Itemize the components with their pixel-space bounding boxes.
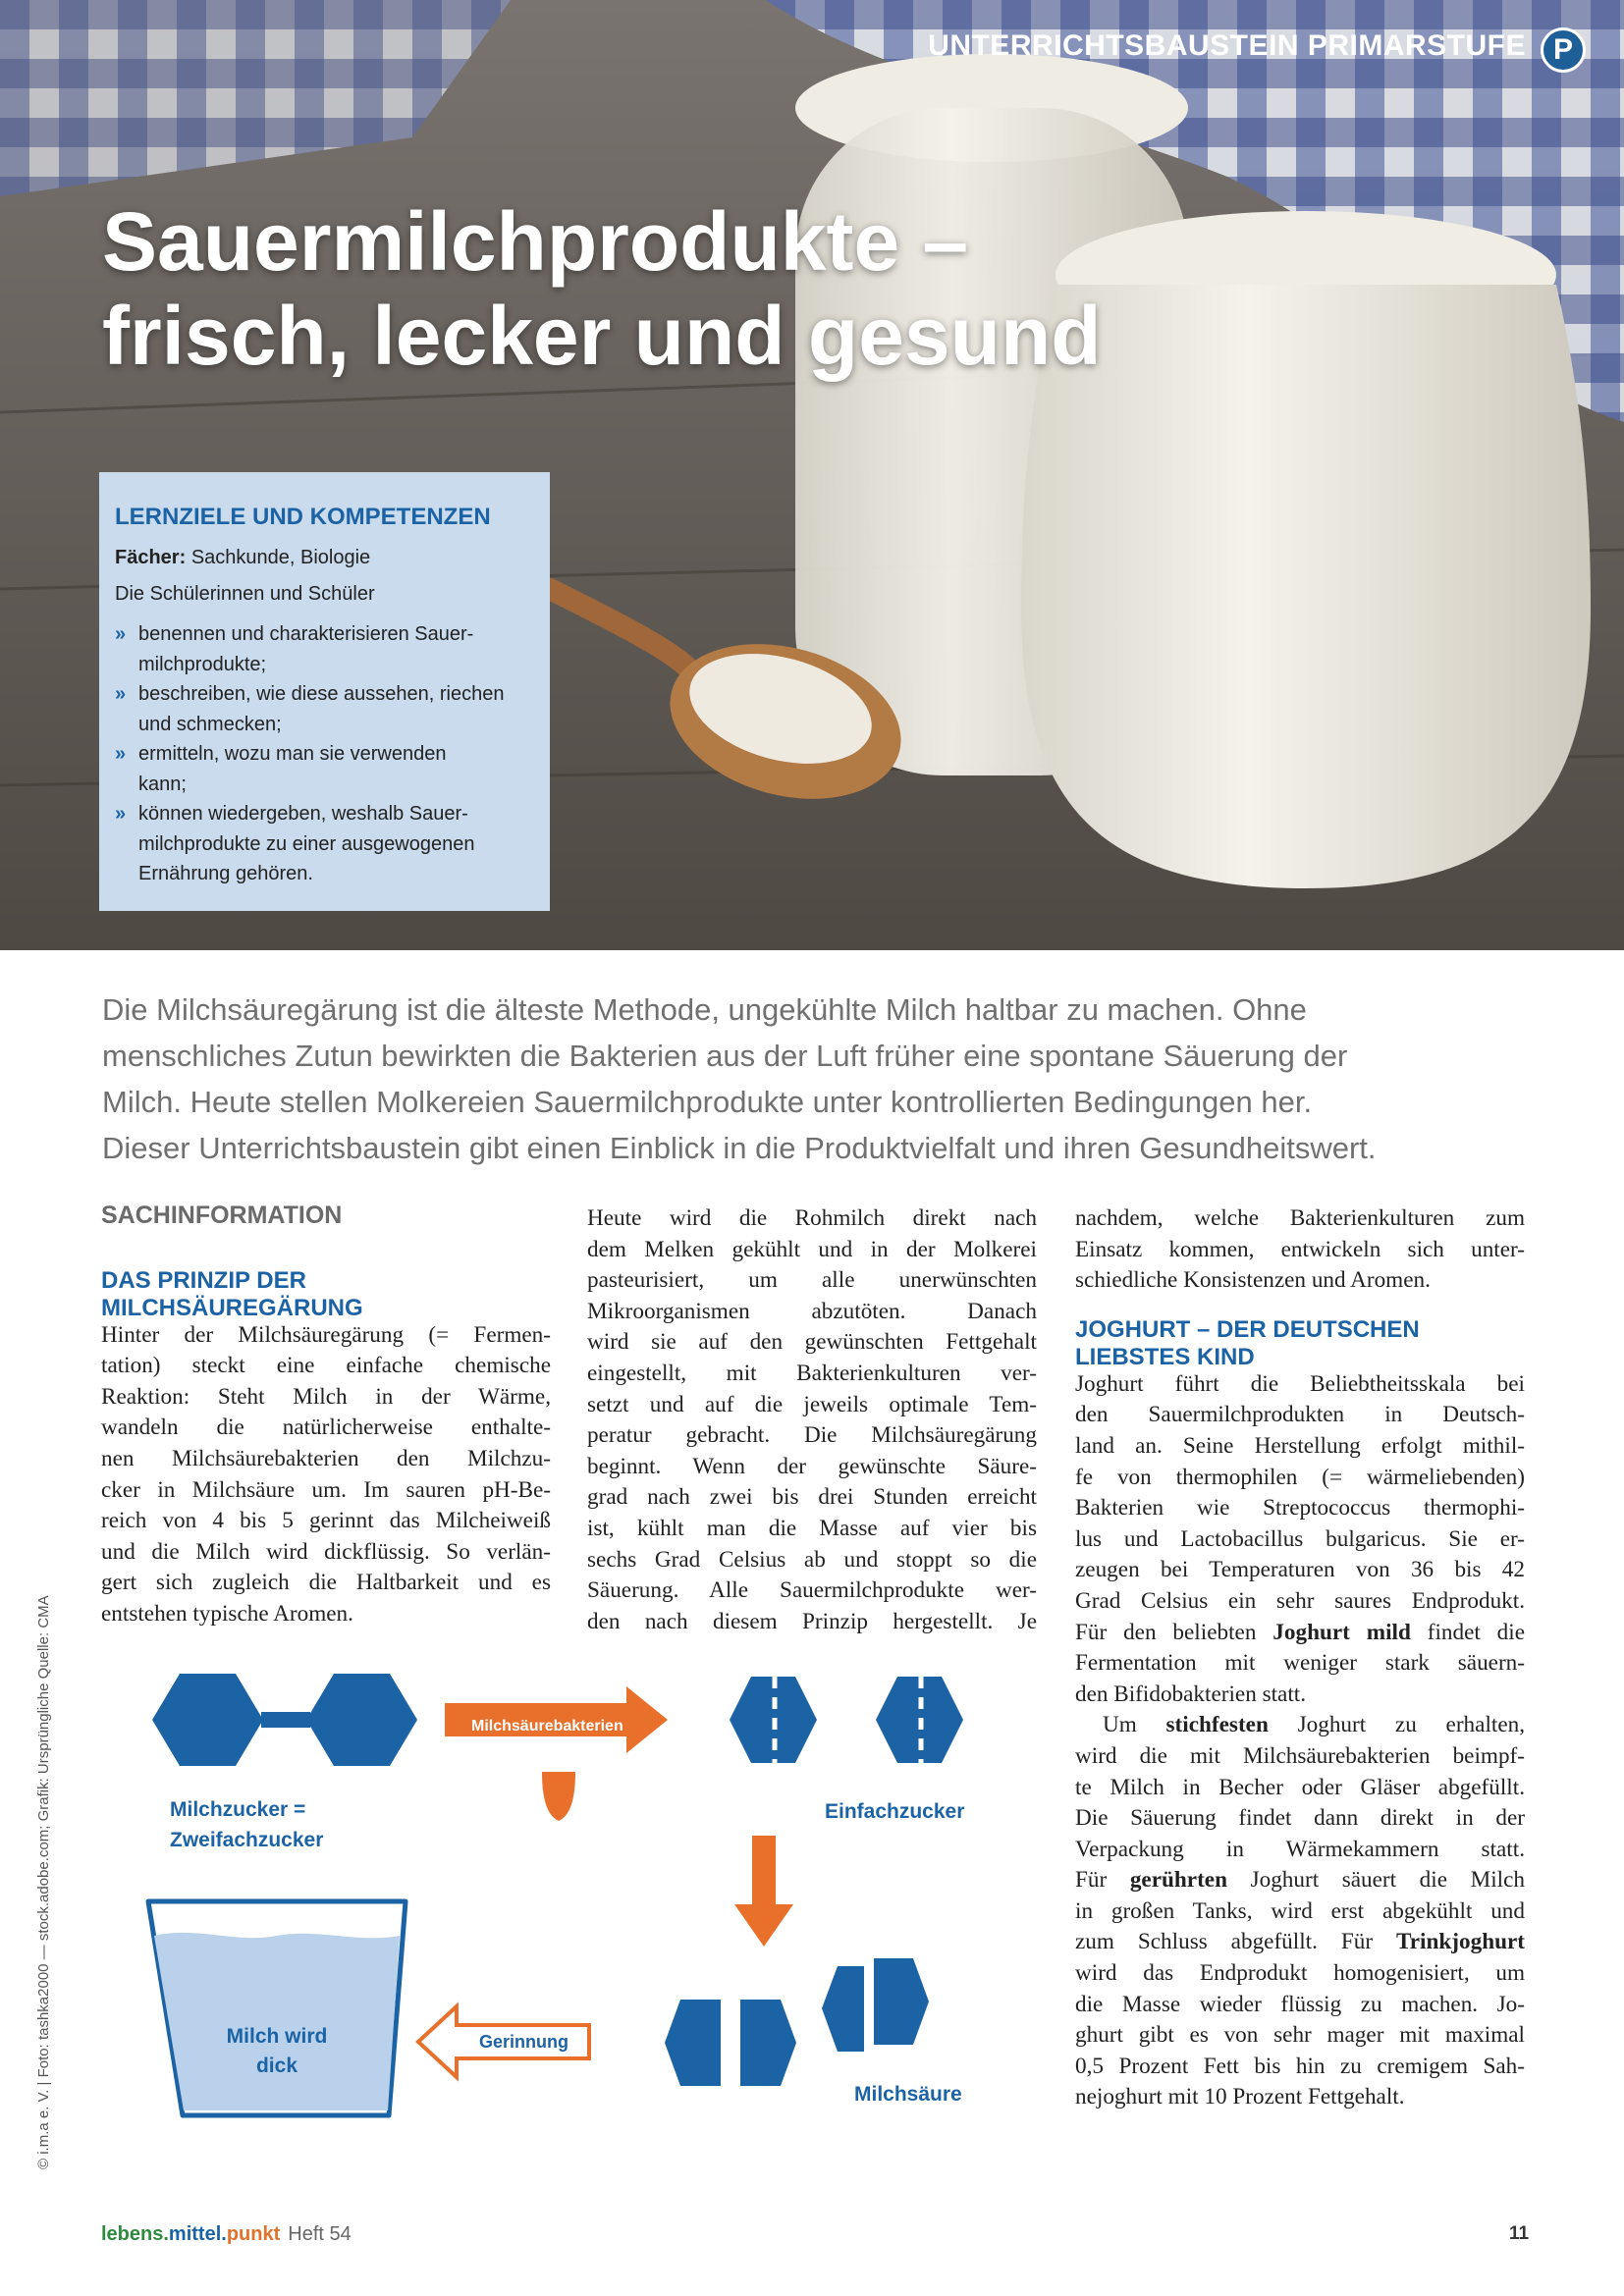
objectives-box: [99, 472, 550, 911]
body-line: [1075, 1927, 1525, 1958]
body-line: eingestellt, mit Bakterienkulturen ver-: [587, 1360, 1037, 1386]
bold-term: gerührten: [1129, 1867, 1227, 1894]
body-line: die Masse wieder flüssig zu machen. Jo-: [1075, 1991, 1525, 2017]
body-line: te Milch in Becher oder Gläser abgefüllt.: [1075, 1774, 1525, 1800]
issue-number: Heft 54: [288, 2223, 352, 2245]
header-label: UNTERRICHTSBAUSTEIN PRIMARSTUFE: [928, 29, 1526, 62]
milch-dick-label: [198, 2022, 355, 2081]
body-line: wird die mit Milchsäurebakterien beimpf-: [1075, 1742, 1525, 1769]
body-line: Mikroorganismen abzutöten. Danach: [587, 1298, 1037, 1324]
subjects-value: Sachkunde, Biologie: [190, 547, 371, 568]
body-line: in großen Tanks, wird erst abgekühlt und: [1075, 1897, 1525, 1924]
body-line: [1075, 1618, 1525, 1649]
objectives-heading: LERNZIELE UND KOMPETENZEN: [115, 504, 491, 530]
body-line: schiedliche Konsistenzen und Aromen.: [1075, 1267, 1431, 1294]
body-line: setzt und auf die jeweils optimale Tem-: [587, 1391, 1037, 1417]
logo-part-3: punkt: [226, 2223, 281, 2245]
column-3: [1075, 1203, 1525, 2113]
page-title: [102, 194, 1102, 383]
body-line: fe von thermophilen (= wärmeliebenden): [1075, 1464, 1525, 1490]
body-line: Säuerung. Alle Sauermilchprodukte wer-: [587, 1577, 1037, 1604]
body-line: wandeln die natürlicherweise enthalte-: [101, 1415, 551, 1441]
objective-line: milchprodukte;: [138, 653, 267, 675]
intro-line: Milch. Heute stellen Molkereien Sauermilchprodukte unter kontrollierten Bedingungen her.: [102, 1085, 1313, 1119]
body-line: pasteurisiert, um alle unerwünschten: [587, 1267, 1037, 1294]
bacteria-drop-icon: [542, 1772, 575, 1821]
objectives-intro: Die Schülerinnen und Schüler: [115, 583, 375, 605]
body-line: [1075, 1865, 1525, 1896]
publication-logo: [101, 2223, 280, 2245]
level-badge: P: [1541, 27, 1586, 73]
objective-line: Ernährung gehören.: [138, 863, 313, 884]
lactic-acid-right-half: [740, 2000, 796, 2086]
body-line: Reaktion: Steht Milch in der Wärme,: [101, 1383, 551, 1410]
body-line: wird das Endprodukt homogenisiert, um: [1075, 1960, 1525, 1987]
milchzucker-label-line: Milchzucker =: [170, 1798, 306, 1821]
body-line: ghurt gibt es von sehr mager mit maximal: [1075, 2022, 1525, 2049]
milchzucker-label-line: Zweifachzucker: [170, 1829, 324, 1851]
intro-paragraph: [102, 987, 1536, 1171]
body-line: Hinter der Milchsäuregärung (= Fermen-: [101, 1321, 551, 1348]
objective-item: [115, 739, 534, 799]
bacteria-label: Milchsäurebakterien: [471, 1718, 623, 1735]
body-line: land an. Seine Herstellung erfolgt mithil-: [1075, 1432, 1525, 1459]
einfachzucker-label: Einfachzucker: [825, 1800, 965, 1823]
body-text: Um: [1103, 1712, 1137, 1738]
body-line: entstehen typische Aromen.: [101, 1600, 353, 1627]
title-line-1: Sauermilchprodukte –: [102, 195, 969, 288]
disaccharide-right-hexagon: [306, 1674, 417, 1766]
column-1: [101, 1201, 551, 1630]
body-text: zum Schluss abgefüllt. Für: [1075, 1929, 1374, 1955]
objective-item: [115, 679, 534, 739]
subheading-line: MILCHSÄUREGÄRUNG: [101, 1294, 363, 1321]
objective-item: [115, 799, 534, 889]
objective-line: kann;: [138, 773, 187, 795]
milch-dick-label-line: Milch wird: [226, 2025, 328, 2048]
body-line: lus und Lactobacillus bulgaricus. Sie er-: [1075, 1525, 1525, 1552]
fermentation-diagram: [137, 1649, 1041, 2160]
body-line: tation) steckt eine einfache chemische: [101, 1353, 551, 1379]
image-credit: © i.m.a e. V. | Foto: tashka2000 — stock.adobe.com; Grafik: Ursprüngliche Quelle: CMA: [35, 1595, 52, 2169]
objective-line: milchprodukte zu einer ausgewogenen: [138, 832, 475, 855]
footer: [101, 2223, 352, 2246]
body-line: nen Milchsäurebakterien den Milchzu-: [101, 1445, 551, 1471]
body-text: Für den beliebten: [1075, 1619, 1257, 1645]
body-line: beginnt. Wenn der gewünschte Säure-: [587, 1453, 1037, 1479]
disaccharide-bond: [261, 1712, 310, 1728]
body-line: ist, kühlt man die Masse auf vier bis: [587, 1515, 1037, 1541]
body-line: wird sie auf den gewünschten Fettgehalt: [587, 1329, 1037, 1356]
lactic-acid-upper-right-half: [874, 1958, 929, 2045]
lactic-acid-left-half: [665, 2000, 721, 2086]
body-line: Grad Celsius ein sehr saures Endprodukt.: [1075, 1587, 1525, 1614]
objective-line: beschreiben, wie diese aussehen, riechen: [138, 683, 505, 705]
body-text: Joghurt zu erhalten,: [1297, 1712, 1525, 1738]
subheading-line: LIEBSTES KIND: [1075, 1343, 1255, 1370]
body-line: dem Melken gekühlt und in der Molkerei: [587, 1236, 1037, 1262]
body-line: Bakterien wie Streptococcus thermophi-: [1075, 1495, 1525, 1522]
body-line: Die Säuerung findet dann direkt in der: [1075, 1805, 1525, 1832]
subheading-line: JOGHURT – DER DEUTSCHEN: [1075, 1315, 1420, 1343]
intro-line: menschliches Zutun bewirkten die Bakterien aus der Luft früher eine spontane Säuerung der: [102, 1039, 1348, 1073]
body-line: zeugen bei Temperaturen von 36 bis 42: [1075, 1557, 1525, 1583]
logo-part-2: mittel.: [168, 2223, 227, 2245]
body-line: gert sich zugleich die Haltbarkeit und es: [101, 1570, 551, 1596]
intro-line: Die Milchsäuregärung ist die älteste Methode, ungekühlte Milch haltbar zu machen. Ohne: [102, 992, 1307, 1027]
body-line: grad nach zwei bis drei Stunden erreicht: [587, 1484, 1037, 1511]
down-arrow-icon: [734, 1836, 793, 1947]
title-line-2: frisch, lecker und gesund: [102, 290, 1102, 382]
body-line: cker in Milchsäure um. Im sauren pH-Be-: [101, 1476, 551, 1503]
body-line: Fermentation mit weniger stark säuern-: [1075, 1650, 1525, 1677]
section-heading: SACHINFORMATION: [101, 1201, 343, 1229]
body-text: Joghurt säuert die Milch: [1250, 1867, 1525, 1894]
objective-line: und schmecken;: [138, 713, 282, 735]
milchsaeure-label: Milchsäure: [854, 2083, 962, 2106]
logo-part-1: lebens.: [101, 2223, 169, 2245]
bold-term: stichfesten: [1165, 1712, 1269, 1738]
objective-line: benennen und charakterisieren Sauer-: [138, 623, 474, 645]
page-number: 11: [1509, 2223, 1530, 2244]
milchzucker-label: [170, 1794, 323, 1855]
body-text: Für: [1075, 1867, 1108, 1894]
hero-photo-area: [0, 0, 1624, 950]
bold-term: Joghurt mild: [1272, 1619, 1411, 1645]
milch-dick-label-line: dick: [255, 2055, 298, 2077]
body-line: [1075, 1710, 1525, 1741]
column-2: [587, 1203, 1037, 1637]
objective-item: [115, 619, 534, 679]
intro-line: Dieser Unterrichtsbaustein gibt einen Einblick in die Produktvielfalt und ihren Gesundheitswert.: [102, 1131, 1377, 1165]
body-line: Heute wird die Rohmilch direkt nach: [587, 1205, 1037, 1231]
body-line: den Bifidobakterien statt.: [1075, 1681, 1307, 1707]
body-line: Joghurt führt die Beliebtheitsskala bei: [1075, 1370, 1525, 1397]
body-line: peratur gebracht. Die Milchsäuregärung: [587, 1422, 1037, 1449]
body-text: findet die: [1427, 1619, 1525, 1645]
body-line: 0,5 Prozent Fett bis hin zu cremigem Sah-: [1075, 2053, 1525, 2079]
body-line: reich von 4 bis 5 gerinnt das Milcheiweiß: [101, 1508, 551, 1534]
body-line: den nach diesem Prinzip hergestellt. Je: [587, 1608, 1037, 1634]
body-line: den Sauermilchprodukten in Deutsch-: [1075, 1402, 1525, 1428]
body-line: und die Milch wird dickflüssig. So verlän-: [101, 1538, 551, 1565]
bold-term: Trinkjoghurt: [1396, 1929, 1525, 1955]
lactic-acid-upper-left-half: [822, 1966, 864, 2052]
gerinnung-label: Gerinnung: [479, 2032, 568, 2052]
objectives-subjects: [115, 547, 534, 569]
objectives-list: [115, 619, 534, 889]
body-line: sechs Grad Celsius ab und stoppt so die: [587, 1546, 1037, 1573]
body-line: nejoghurt mit 10 Prozent Fettgehalt.: [1075, 2084, 1405, 2110]
objective-line: ermitteln, wozu man sie verwenden: [138, 743, 447, 765]
objective-line: können wiedergeben, weshalb Sauer-: [138, 803, 468, 825]
disaccharide-left-hexagon: [152, 1674, 263, 1766]
body-line: Verpackung in Wärmekammern statt.: [1075, 1836, 1525, 1862]
subjects-label: Fächer:: [115, 547, 187, 568]
subheading-line: DAS PRINZIP DER: [101, 1266, 306, 1294]
body-line: nachdem, welche Bakterienkulturen zum: [1075, 1205, 1525, 1231]
body-line: Einsatz kommen, entwickeln sich unter-: [1075, 1236, 1525, 1262]
